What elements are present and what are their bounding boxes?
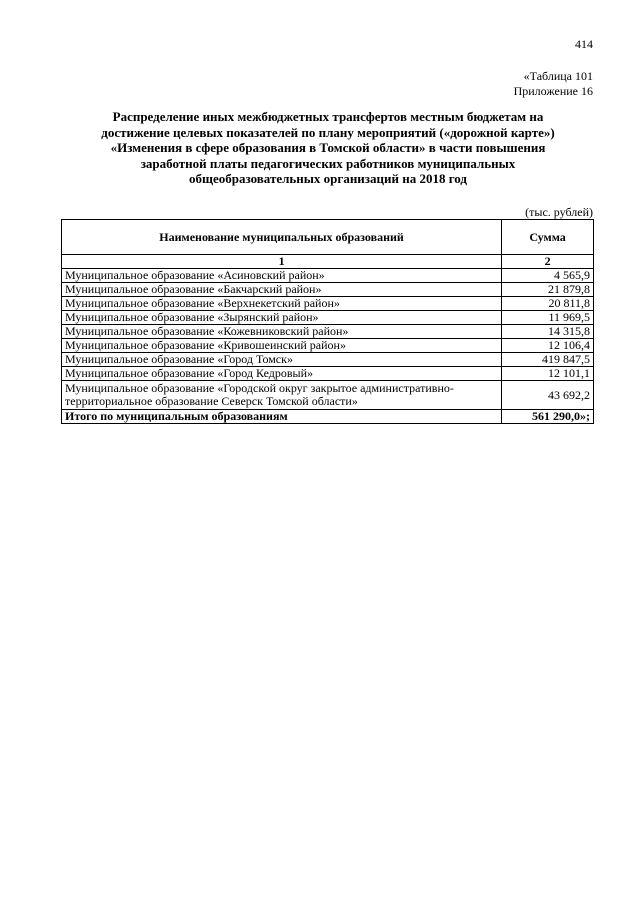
municipality-name-line: Муниципальное образование «Городской округ закрытое административно- (65, 381, 454, 395)
title-line: заработной платы педагогических работников муниципальных (140, 155, 516, 171)
table-header-row (62, 220, 594, 255)
column-number: 2 (502, 255, 594, 269)
page-number: 414 (575, 37, 593, 51)
appendix-reference (514, 69, 593, 99)
column-number: 1 (62, 255, 502, 269)
municipality-name (62, 339, 502, 353)
amount-value: 21 879,8 (502, 283, 594, 297)
total-amount: 561 290,0»; (502, 410, 594, 424)
column-number-row (62, 255, 594, 269)
amount-value: 20 811,8 (502, 297, 594, 311)
table-row (62, 311, 594, 325)
amount-value: 11 969,5 (502, 311, 594, 325)
total-row (62, 410, 594, 424)
amount-value: 12 106,4 (502, 339, 594, 353)
municipality-name-line: Муниципальное образование «Асиновский район» (65, 268, 325, 282)
document-title (60, 109, 596, 187)
appendix-label: Приложение 16 (513, 84, 593, 98)
municipality-name (62, 381, 502, 410)
municipality-name (62, 283, 502, 297)
units-label: (тыс. рублей) (525, 205, 593, 219)
municipality-name (62, 325, 502, 339)
table-row (62, 339, 594, 353)
title-line: Распределение иных межбюджетных трансфертов местным бюджетам на (112, 109, 544, 124)
table-row (62, 297, 594, 311)
municipality-name-line: Муниципальное образование «Верхнекетский район» (65, 296, 340, 310)
municipality-name-line: Муниципальное образование «Бакчарский район» (65, 282, 322, 296)
table-row (62, 367, 594, 381)
municipality-name (62, 311, 502, 325)
table-row (62, 269, 594, 283)
amount-value: 43 692,2 (502, 381, 594, 410)
amount-value: 12 101,1 (502, 367, 594, 381)
municipality-name (62, 269, 502, 283)
title-line: достижение целевых показателей по плану мероприятий («дорожной карте») (101, 124, 555, 140)
amount-value: 14 315,8 (502, 325, 594, 339)
distribution-table (61, 219, 594, 424)
municipality-name-line: Муниципальное образование «Кривошеинский район» (65, 338, 346, 352)
municipality-name-line: Муниципальное образование «Город Кедровый» (65, 366, 313, 380)
total-label: Итого по муниципальным образованиям (62, 410, 502, 424)
header-sum: Сумма (502, 220, 594, 255)
table-reference: «Таблица 101 (523, 69, 593, 83)
title-line: «Изменения в сфере образования в Томской области» в части повышения (110, 140, 546, 155)
table-row (62, 353, 594, 367)
municipality-name-line: Муниципальное образование «Город Томск» (65, 352, 293, 366)
title-line: общеобразовательных организаций на 2018 год (188, 171, 468, 186)
municipality-name (62, 367, 502, 381)
municipality-name (62, 353, 502, 367)
table-row (62, 381, 594, 410)
header-name: Наименование муниципальных образований (62, 220, 502, 255)
municipality-name-line: территориальное образование Северск Томской области» (65, 394, 358, 408)
municipality-name (62, 297, 502, 311)
table-row (62, 325, 594, 339)
municipality-name-line: Муниципальное образование «Кожевниковский район» (65, 324, 349, 338)
amount-value: 419 847,5 (502, 353, 594, 367)
amount-value: 4 565,9 (502, 269, 594, 283)
table-row (62, 283, 594, 297)
municipality-name-line: Муниципальное образование «Зырянский район» (65, 310, 319, 324)
